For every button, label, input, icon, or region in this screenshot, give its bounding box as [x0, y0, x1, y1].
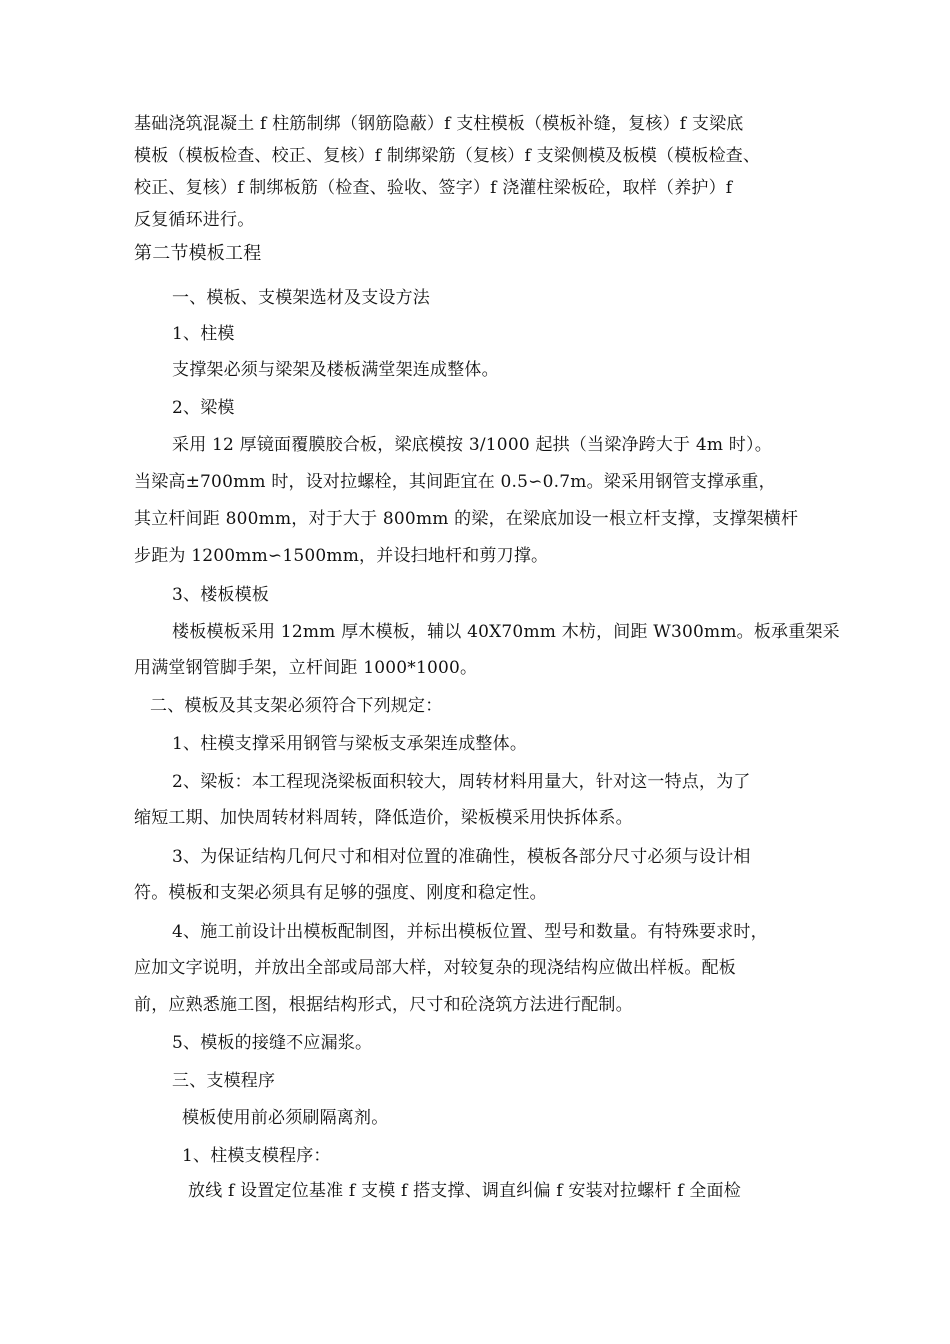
rule-item-5: 5、模板的接缝不应漏浆。: [172, 1033, 373, 1053]
rule-item-3-line-2: 符。模板和支架必须具有足够的强度、刚度和稳定性。: [134, 883, 547, 903]
section-title: 第二节模板工程: [134, 243, 262, 264]
process-intro-line-2: 模板（模板检查、校正、复核）f 制绑梁筋（复核）f 支梁侧模及板模（模板检查、: [134, 146, 761, 166]
beam-formwork-title: 2、梁模: [172, 398, 235, 418]
process-intro-line-1: 基础浇筑混凝土 f 柱筋制绑（钢筋隐蔽）f 支柱模板（模板补缝，复核）f 支梁底: [134, 114, 744, 134]
rule-item-3-line-1: 3、为保证结构几何尺寸和相对位置的准确性，模板各部分尺寸必须与设计相: [172, 847, 751, 867]
column-procedure-title: 1、柱模支模程序：: [182, 1146, 331, 1166]
part3-heading: 三、支模程序: [172, 1071, 276, 1091]
rule-item-2-line-2: 缩短工期、加快周转材料周转，降低造价，梁板模采用快拆体系。: [134, 808, 633, 828]
release-agent-note: 模板使用前必须刷隔离剂。: [182, 1108, 389, 1128]
rule-item-4-line-1: 4、施工前设计出模板配制图，并标出模板位置、型号和数量。有特殊要求时，: [172, 922, 768, 942]
slab-formwork-line-1: 楼板模板采用 12mm 厚木模板，辅以 40X70mm 木枋，间距 W300mm。板承重架采: [172, 622, 840, 642]
beam-formwork-line-3: 其立杆间距 800mm，对于大于 800mm 的梁，在梁底加设一根立杆支撑，支撑架横杆: [134, 509, 799, 529]
column-procedure-line: 放线 f 设置定位基准 f 支模 f 搭支撑、调直纠偏 f 安装对拉螺杆 f 全面检: [188, 1181, 741, 1201]
slab-formwork-title: 3、楼板模板: [172, 585, 270, 605]
beam-formwork-line-1: 采用 12 厚镜面覆膜胶合板，梁底模按 3/1000 起拱（当梁净跨大于 4m 时）。: [172, 435, 772, 455]
beam-formwork-line-4: 步距为 1200mm∽1500mm，并设扫地杆和剪刀撑。: [134, 546, 549, 566]
part2-heading: 二、模板及其支架必须符合下列规定：: [150, 696, 443, 716]
column-formwork-title: 1、柱模: [172, 324, 235, 344]
rule-item-2-line-1: 2、梁板：本工程现浇梁板面积较大，周转材料用量大，针对这一特点，为了: [172, 772, 751, 792]
part1-heading: 一、模板、支模架选材及支设方法: [172, 288, 430, 308]
rule-item-1: 1、柱模支撑采用钢管与梁板支承架连成整体。: [172, 734, 528, 754]
process-intro-line-4: 反复循环进行。: [134, 210, 255, 230]
rule-item-4-line-2: 应加文字说明，并放出全部或局部大样，对较复杂的现浇结构应做出样板。配板: [134, 958, 736, 978]
rule-item-4-line-3: 前，应熟悉施工图，根据结构形式，尺寸和砼浇筑方法进行配制。: [134, 995, 633, 1015]
slab-formwork-line-2: 用满堂钢管脚手架，立杆间距 1000*1000。: [134, 658, 478, 678]
beam-formwork-line-2: 当梁高±700mm 时，设对拉螺栓，其间距宜在 0.5∽0.7m。梁采用钢管支撑承重，: [134, 472, 776, 492]
column-formwork-text: 支撑架必须与梁架及楼板满堂架连成整体。: [172, 360, 499, 380]
process-intro-line-3: 校正、复核）f 制绑板筋（检查、验收、签字）f 浇灌柱梁板砼，取样（养护）f: [134, 178, 733, 198]
